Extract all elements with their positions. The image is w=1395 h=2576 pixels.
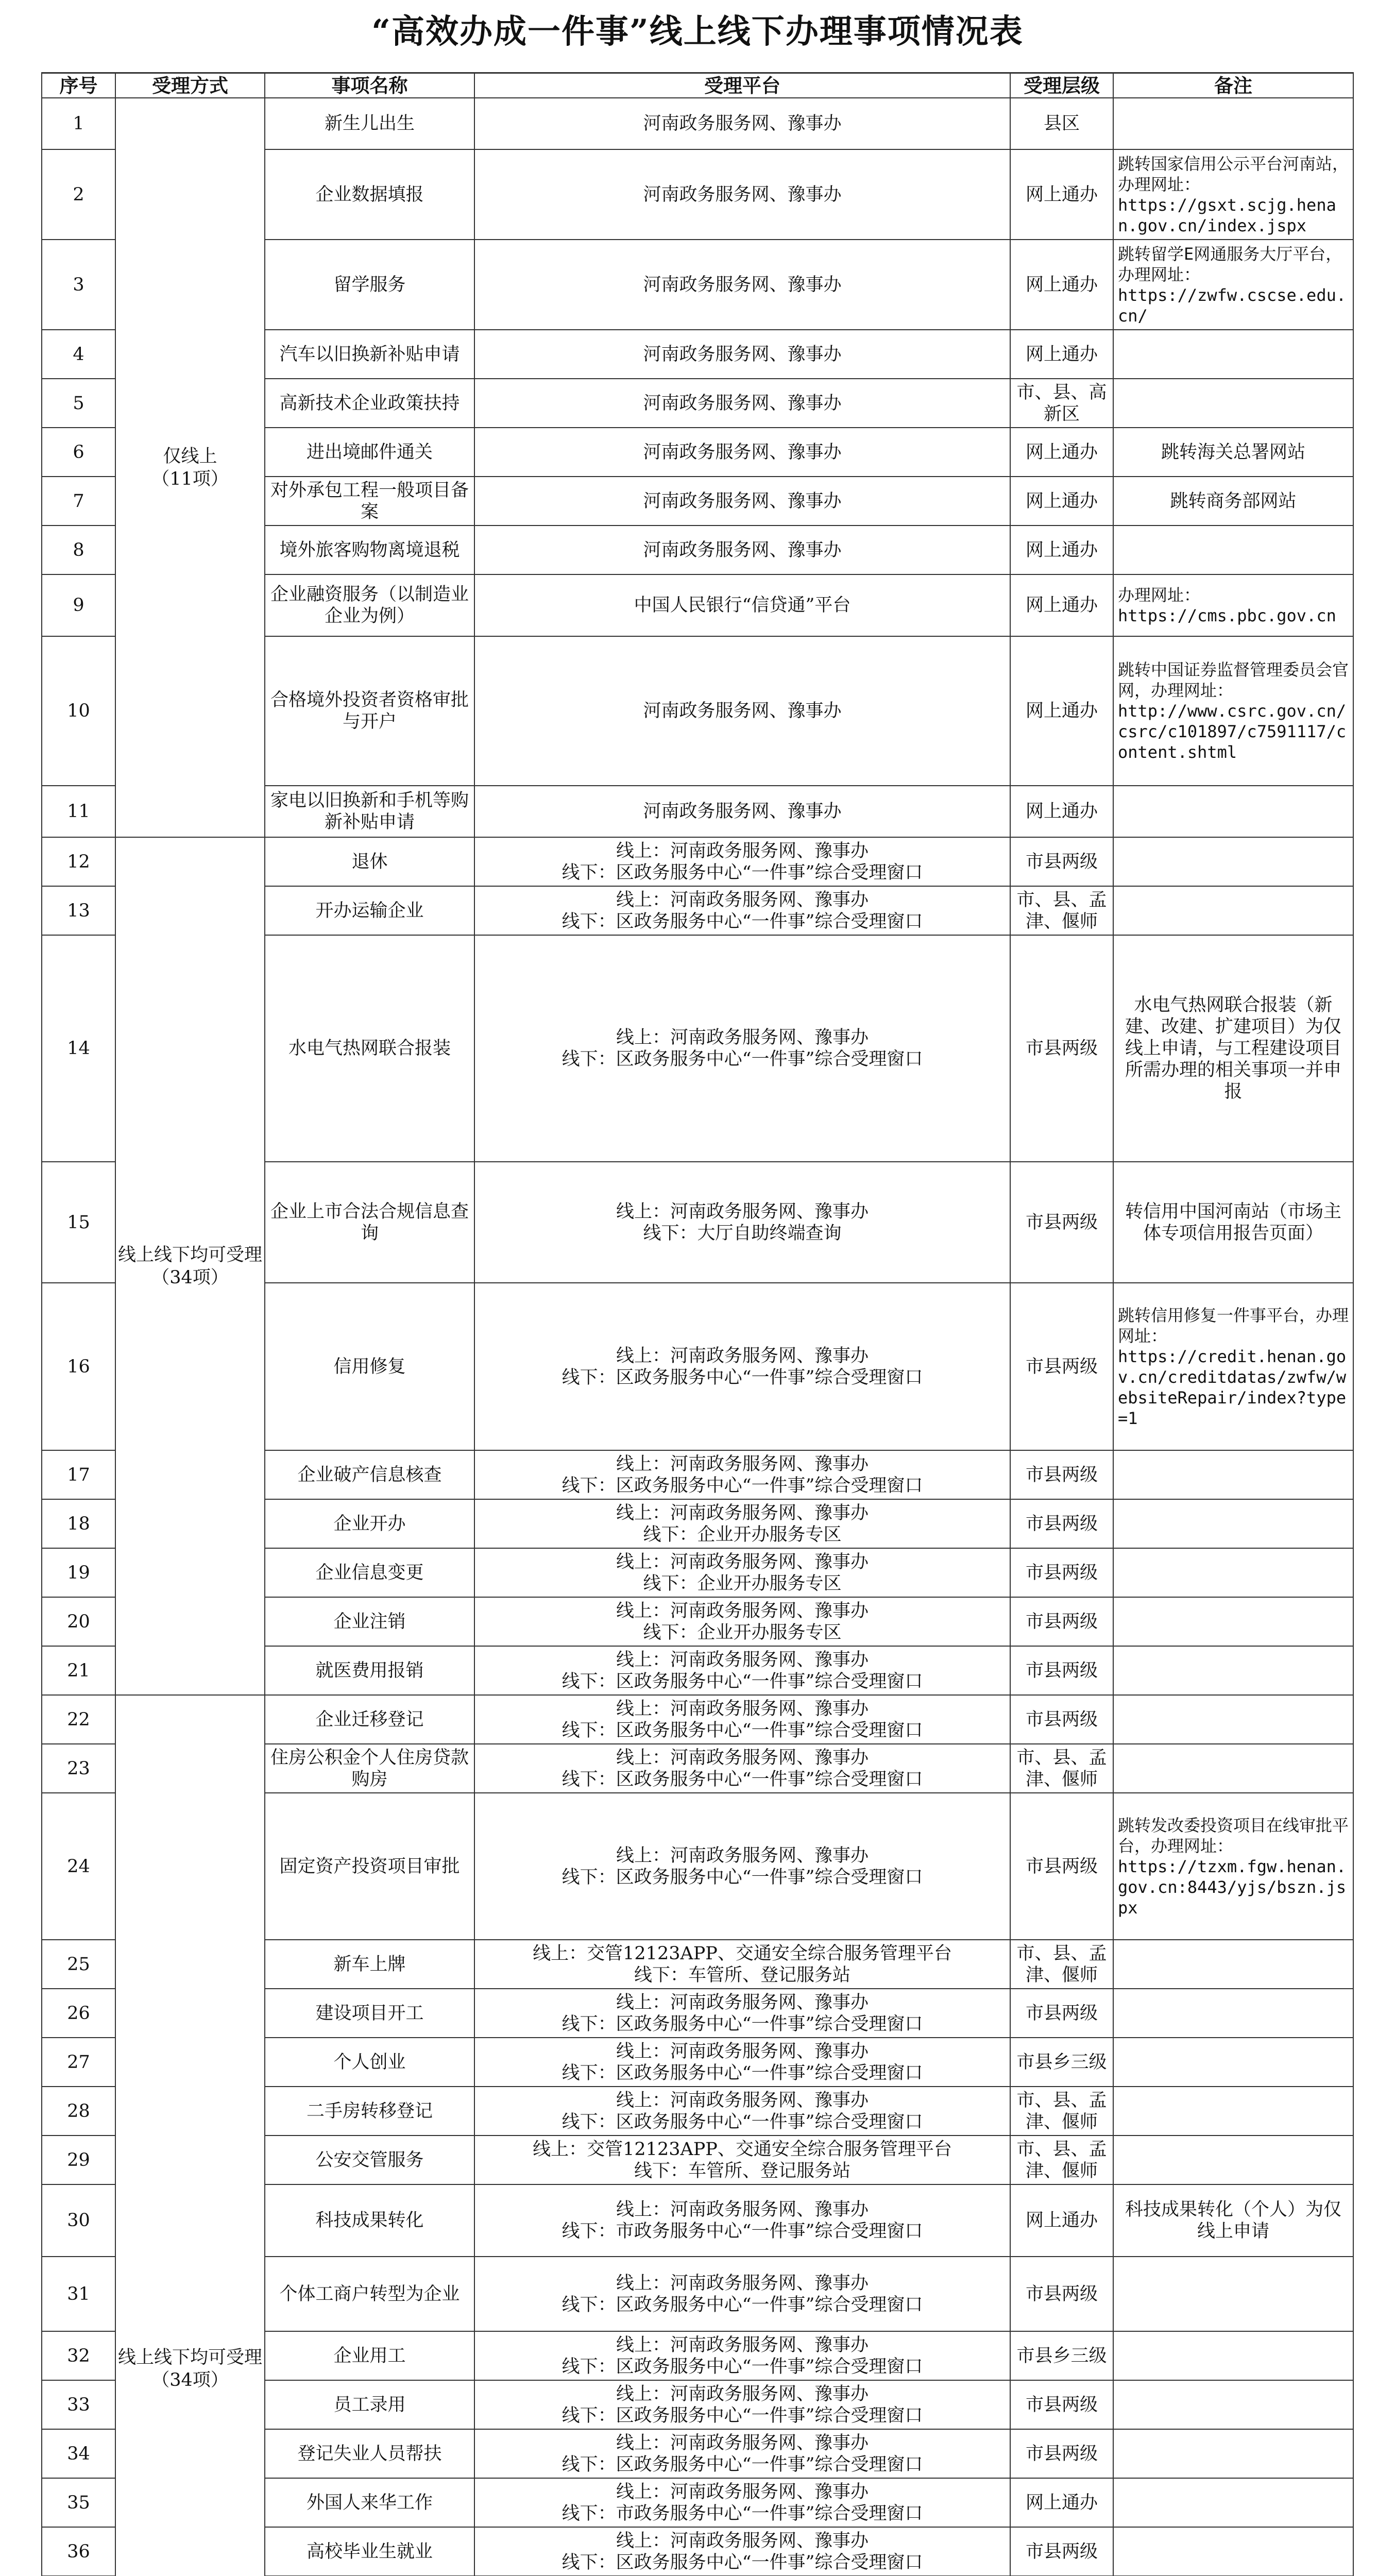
platform: 河南政务服务网、豫事办 — [475, 526, 1011, 575]
level: 网上通办 — [1011, 637, 1114, 786]
item-name: 汽车以旧换新补贴申请 — [265, 330, 475, 379]
platform: 河南政务服务网、豫事办 — [475, 379, 1011, 428]
platform: 线上：河南政务服务网、豫事办 线下：区政务服务中心“一件事”综合受理窗口 — [475, 2430, 1011, 2479]
item-name: 企业破产信息核查 — [265, 1451, 475, 1500]
row-number: 7 — [41, 477, 116, 526]
note — [1114, 2257, 1354, 2332]
note: 水电气热网联合报装（新建、改建、扩建项目）为仅线上申请，与工程建设项目所需办理的相关事项一并申报 — [1114, 936, 1354, 1162]
item-name: 开办运输企业 — [265, 887, 475, 936]
platform: 线上：河南政务服务网、豫事办 线下：区政务服务中心“一件事”综合受理窗口 — [475, 1744, 1011, 1793]
level: 网上通办 — [1011, 575, 1114, 637]
row-number: 35 — [41, 2479, 116, 2528]
platform: 河南政务服务网、豫事办 — [475, 637, 1011, 786]
row-number: 1 — [41, 98, 116, 150]
level: 市县两级 — [1011, 2528, 1114, 2576]
platform: 线上：河南政务服务网、豫事办 线下：区政务服务中心“一件事”综合受理窗口 — [475, 2257, 1011, 2332]
note — [1114, 2087, 1354, 2136]
item-name: 新车上牌 — [265, 1940, 475, 1989]
row-number: 22 — [41, 1696, 116, 1744]
row-number: 28 — [41, 2087, 116, 2136]
item-name: 高新技术企业政策扶持 — [265, 379, 475, 428]
level: 网上通办 — [1011, 428, 1114, 477]
level: 网上通办 — [1011, 786, 1114, 838]
platform: 线上：河南政务服务网、豫事办 线下：区政务服务中心“一件事”综合受理窗口 — [475, 936, 1011, 1162]
item-name: 合格境外投资者资格审批与开户 — [265, 637, 475, 786]
row-number: 2 — [41, 150, 116, 240]
note: 跳转留学E网通服务大厅平台，办理网址： https://zwfw.cscse.edu.cn/ — [1114, 240, 1354, 330]
level: 市县两级 — [1011, 1162, 1114, 1283]
note — [1114, 1744, 1354, 1793]
platform: 河南政务服务网、豫事办 — [475, 240, 1011, 330]
note: 跳转国家信用公示平台河南站，办理网址： https://gsxt.scjg.henan.gov.cn/index.jspx — [1114, 150, 1354, 240]
row-number: 29 — [41, 2136, 116, 2185]
platform: 线上：河南政务服务网、豫事办 线下：企业开办服务专区 — [475, 1598, 1011, 1647]
level: 市县两级 — [1011, 1549, 1114, 1598]
note: 跳转中国证券监督管理委员会官网，办理网址： http://www.csrc.gov.cn/csrc/c101897/c7591117/content.shtml — [1114, 637, 1354, 786]
level: 市县两级 — [1011, 1696, 1114, 1744]
platform: 线上：河南政务服务网、豫事办 线下：企业开办服务专区 — [475, 1500, 1011, 1549]
row-number: 4 — [41, 330, 116, 379]
platform: 线上：河南政务服务网、豫事办 线下：区政务服务中心“一件事”综合受理窗口 — [475, 2087, 1011, 2136]
row-number: 3 — [41, 240, 116, 330]
level: 市县两级 — [1011, 2381, 1114, 2430]
item-name: 进出境邮件通关 — [265, 428, 475, 477]
item-name: 企业数据填报 — [265, 150, 475, 240]
level: 网上通办 — [1011, 150, 1114, 240]
level: 市、县、孟津、偃师 — [1011, 1940, 1114, 1989]
level: 网上通办 — [1011, 526, 1114, 575]
note — [1114, 330, 1354, 379]
item-name: 企业信息变更 — [265, 1549, 475, 1598]
item-name: 个体工商户转型为企业 — [265, 2257, 475, 2332]
level: 县区 — [1011, 98, 1114, 150]
note: 跳转信用修复一件事平台，办理网址： https://credit.henan.gov.cn/creditdatas/zwfw/websiteRepair/index?type=1 — [1114, 1283, 1354, 1451]
item-name: 科技成果转化 — [265, 2185, 475, 2257]
note — [1114, 2038, 1354, 2087]
row-number: 14 — [41, 936, 116, 1162]
note — [1114, 2528, 1354, 2576]
item-name: 境外旅客购物离境退税 — [265, 526, 475, 575]
item-name: 企业上市合法合规信息查询 — [265, 1162, 475, 1283]
platform: 线上：河南政务服务网、豫事办 线下：区政务服务中心“一件事”综合受理窗口 — [475, 2528, 1011, 2576]
note — [1114, 786, 1354, 838]
platform: 中国人民银行“信贷通”平台 — [475, 575, 1011, 637]
note — [1114, 1500, 1354, 1549]
row-number: 18 — [41, 1500, 116, 1549]
item-name: 企业迁移登记 — [265, 1696, 475, 1744]
item-name: 企业用工 — [265, 2332, 475, 2381]
item-name: 就医费用报销 — [265, 1647, 475, 1696]
item-name: 留学服务 — [265, 240, 475, 330]
item-name: 登记失业人员帮扶 — [265, 2430, 475, 2479]
level: 市县两级 — [1011, 1989, 1114, 2038]
platform: 线上：交管12123APP、交通安全综合服务管理平台 线下：车管所、登记服务站 — [475, 2136, 1011, 2185]
platform: 河南政务服务网、豫事办 — [475, 428, 1011, 477]
row-number: 27 — [41, 2038, 116, 2087]
row-number: 10 — [41, 637, 116, 786]
note: 跳转发改委投资项目在线审批平台，办理网址： https://tzxm.fgw.henan.gov.cn:8443/yjs/bszn.jspx — [1114, 1793, 1354, 1940]
row-number: 24 — [41, 1793, 116, 1940]
row-number: 8 — [41, 526, 116, 575]
platform: 线上：河南政务服务网、豫事办 线下：企业开办服务专区 — [475, 1549, 1011, 1598]
header-method: 受理方式 — [116, 72, 265, 98]
level: 市县两级 — [1011, 1598, 1114, 1647]
note — [1114, 1451, 1354, 1500]
row-number: 23 — [41, 1744, 116, 1793]
item-name: 退休 — [265, 838, 475, 887]
item-name: 建设项目开工 — [265, 1989, 475, 2038]
note — [1114, 2381, 1354, 2430]
page-title: “高效办成一件事”线上线下办理事项情况表 — [371, 12, 1024, 51]
platform: 线上：河南政务服务网、豫事办 线下：区政务服务中心“一件事”综合受理窗口 — [475, 838, 1011, 887]
level: 网上通办 — [1011, 2479, 1114, 2528]
note — [1114, 1598, 1354, 1647]
platform: 线上：河南政务服务网、豫事办 线下：区政务服务中心“一件事”综合受理窗口 — [475, 2038, 1011, 2087]
header-item-name: 事项名称 — [265, 72, 475, 98]
level: 市、县、孟津、偃师 — [1011, 887, 1114, 936]
level: 市县乡三级 — [1011, 2038, 1114, 2087]
row-number: 19 — [41, 1549, 116, 1598]
row-number: 9 — [41, 575, 116, 637]
level: 市县两级 — [1011, 2257, 1114, 2332]
note: 办理网址： https://cms.pbc.gov.cn — [1114, 575, 1354, 637]
item-name: 新生儿出生 — [265, 98, 475, 150]
note: 跳转海关总署网站 — [1114, 428, 1354, 477]
table-header — [41, 72, 1354, 98]
row-number: 34 — [41, 2430, 116, 2479]
level: 市县两级 — [1011, 1793, 1114, 1940]
platform: 线上：河南政务服务网、豫事办 线下：市政务服务中心“一件事”综合受理窗口 — [475, 2185, 1011, 2257]
platform: 线上：河南政务服务网、豫事办 线下：区政务服务中心“一件事”综合受理窗口 — [475, 2332, 1011, 2381]
platform: 线上：河南政务服务网、豫事办 线下：区政务服务中心“一件事”综合受理窗口 — [475, 1696, 1011, 1744]
note: 跳转商务部网站 — [1114, 477, 1354, 526]
platform: 线上：河南政务服务网、豫事办 线下：区政务服务中心“一件事”综合受理窗口 — [475, 1989, 1011, 2038]
row-number: 30 — [41, 2185, 116, 2257]
item-name: 高校毕业生就业 — [265, 2528, 475, 2576]
platform: 河南政务服务网、豫事办 — [475, 98, 1011, 150]
level: 市县两级 — [1011, 1283, 1114, 1451]
note: 转信用中国河南站（市场主体专项信用报告页面） — [1114, 1162, 1354, 1283]
level: 市县两级 — [1011, 1647, 1114, 1696]
row-number: 5 — [41, 379, 116, 428]
row-number: 36 — [41, 2528, 116, 2576]
level: 市、县、高新区 — [1011, 379, 1114, 428]
item-name: 家电以旧换新和手机等购新补贴申请 — [265, 786, 475, 838]
row-number: 15 — [41, 1162, 116, 1283]
row-number: 31 — [41, 2257, 116, 2332]
item-name: 固定资产投资项目审批 — [265, 1793, 475, 1940]
note — [1114, 1989, 1354, 2038]
level: 网上通办 — [1011, 330, 1114, 379]
item-name: 企业开办 — [265, 1500, 475, 1549]
level: 市县两级 — [1011, 2430, 1114, 2479]
row-number: 16 — [41, 1283, 116, 1451]
level: 市、县、孟津、偃师 — [1011, 1744, 1114, 1793]
item-name: 二手房转移登记 — [265, 2087, 475, 2136]
platform: 河南政务服务网、豫事办 — [475, 330, 1011, 379]
platform: 线上：河南政务服务网、豫事办 线下：区政务服务中心“一件事”综合受理窗口 — [475, 1647, 1011, 1696]
platform: 河南政务服务网、豫事办 — [475, 150, 1011, 240]
row-number: 32 — [41, 2332, 116, 2381]
item-name: 外国人来华工作 — [265, 2479, 475, 2528]
note — [1114, 98, 1354, 150]
note — [1114, 1647, 1354, 1696]
items-table — [41, 72, 1354, 2576]
note — [1114, 838, 1354, 887]
row-number: 26 — [41, 1989, 116, 2038]
platform: 线上：河南政务服务网、豫事办 线下：大厅自助终端查询 — [475, 1162, 1011, 1283]
item-name: 企业注销 — [265, 1598, 475, 1647]
header-platform: 受理平台 — [475, 72, 1011, 98]
level: 市县乡三级 — [1011, 2332, 1114, 2381]
note — [1114, 887, 1354, 936]
note — [1114, 526, 1354, 575]
level: 市县两级 — [1011, 936, 1114, 1162]
item-name: 水电气热网联合报装 — [265, 936, 475, 1162]
platform: 线上：河南政务服务网、豫事办 线下：区政务服务中心“一件事”综合受理窗口 — [475, 2381, 1011, 2430]
method-group: 线上线下均可受理 （34项） — [116, 1696, 265, 2576]
platform: 线上：河南政务服务网、豫事办 线下：区政务服务中心“一件事”综合受理窗口 — [475, 1451, 1011, 1500]
note — [1114, 379, 1354, 428]
row-number: 21 — [41, 1647, 116, 1696]
note — [1114, 2136, 1354, 2185]
row-number: 33 — [41, 2381, 116, 2430]
platform: 线上：河南政务服务网、豫事办 线下：区政务服务中心“一件事”综合受理窗口 — [475, 1793, 1011, 1940]
level: 网上通办 — [1011, 240, 1114, 330]
method-group: 仅线上 （11项） — [116, 98, 265, 838]
row-number: 20 — [41, 1598, 116, 1647]
row-number: 17 — [41, 1451, 116, 1500]
platform: 河南政务服务网、豫事办 — [475, 786, 1011, 838]
item-name: 对外承包工程一般项目备案 — [265, 477, 475, 526]
platform: 线上：河南政务服务网、豫事办 线下：区政务服务中心“一件事”综合受理窗口 — [475, 1283, 1011, 1451]
row-number: 13 — [41, 887, 116, 936]
table-body — [41, 98, 1354, 2576]
platform: 河南政务服务网、豫事办 — [475, 477, 1011, 526]
header-no: 序号 — [41, 72, 116, 98]
note — [1114, 2479, 1354, 2528]
level: 网上通办 — [1011, 477, 1114, 526]
item-name: 信用修复 — [265, 1283, 475, 1451]
method-group: 线上线下均可受理 （34项） — [116, 838, 265, 1696]
level: 网上通办 — [1011, 2185, 1114, 2257]
item-name: 员工录用 — [265, 2381, 475, 2430]
item-name: 个人创业 — [265, 2038, 475, 2087]
row-number: 25 — [41, 1940, 116, 1989]
header-note: 备注 — [1114, 72, 1354, 98]
level: 市县两级 — [1011, 1500, 1114, 1549]
note: 科技成果转化（个人）为仅线上申请 — [1114, 2185, 1354, 2257]
item-name: 公安交管服务 — [265, 2136, 475, 2185]
note — [1114, 1696, 1354, 1744]
level: 市、县、孟津、偃师 — [1011, 2087, 1114, 2136]
item-name: 企业融资服务（以制造业企业为例） — [265, 575, 475, 637]
platform: 线上：交管12123APP、交通安全综合服务管理平台 线下：车管所、登记服务站 — [475, 1940, 1011, 1989]
header-level: 受理层级 — [1011, 72, 1114, 98]
level: 市、县、孟津、偃师 — [1011, 2136, 1114, 2185]
row-number: 12 — [41, 838, 116, 887]
platform: 线上：河南政务服务网、豫事办 线下：区政务服务中心“一件事”综合受理窗口 — [475, 887, 1011, 936]
item-name: 住房公积金个人住房贷款购房 — [265, 1744, 475, 1793]
row-number: 6 — [41, 428, 116, 477]
level: 市县两级 — [1011, 1451, 1114, 1500]
note — [1114, 2430, 1354, 2479]
level: 市县两级 — [1011, 838, 1114, 887]
row-number: 11 — [41, 786, 116, 838]
platform: 线上：河南政务服务网、豫事办 线下：市政务服务中心“一件事”综合受理窗口 — [475, 2479, 1011, 2528]
note — [1114, 1549, 1354, 1598]
note — [1114, 2332, 1354, 2381]
note — [1114, 1940, 1354, 1989]
